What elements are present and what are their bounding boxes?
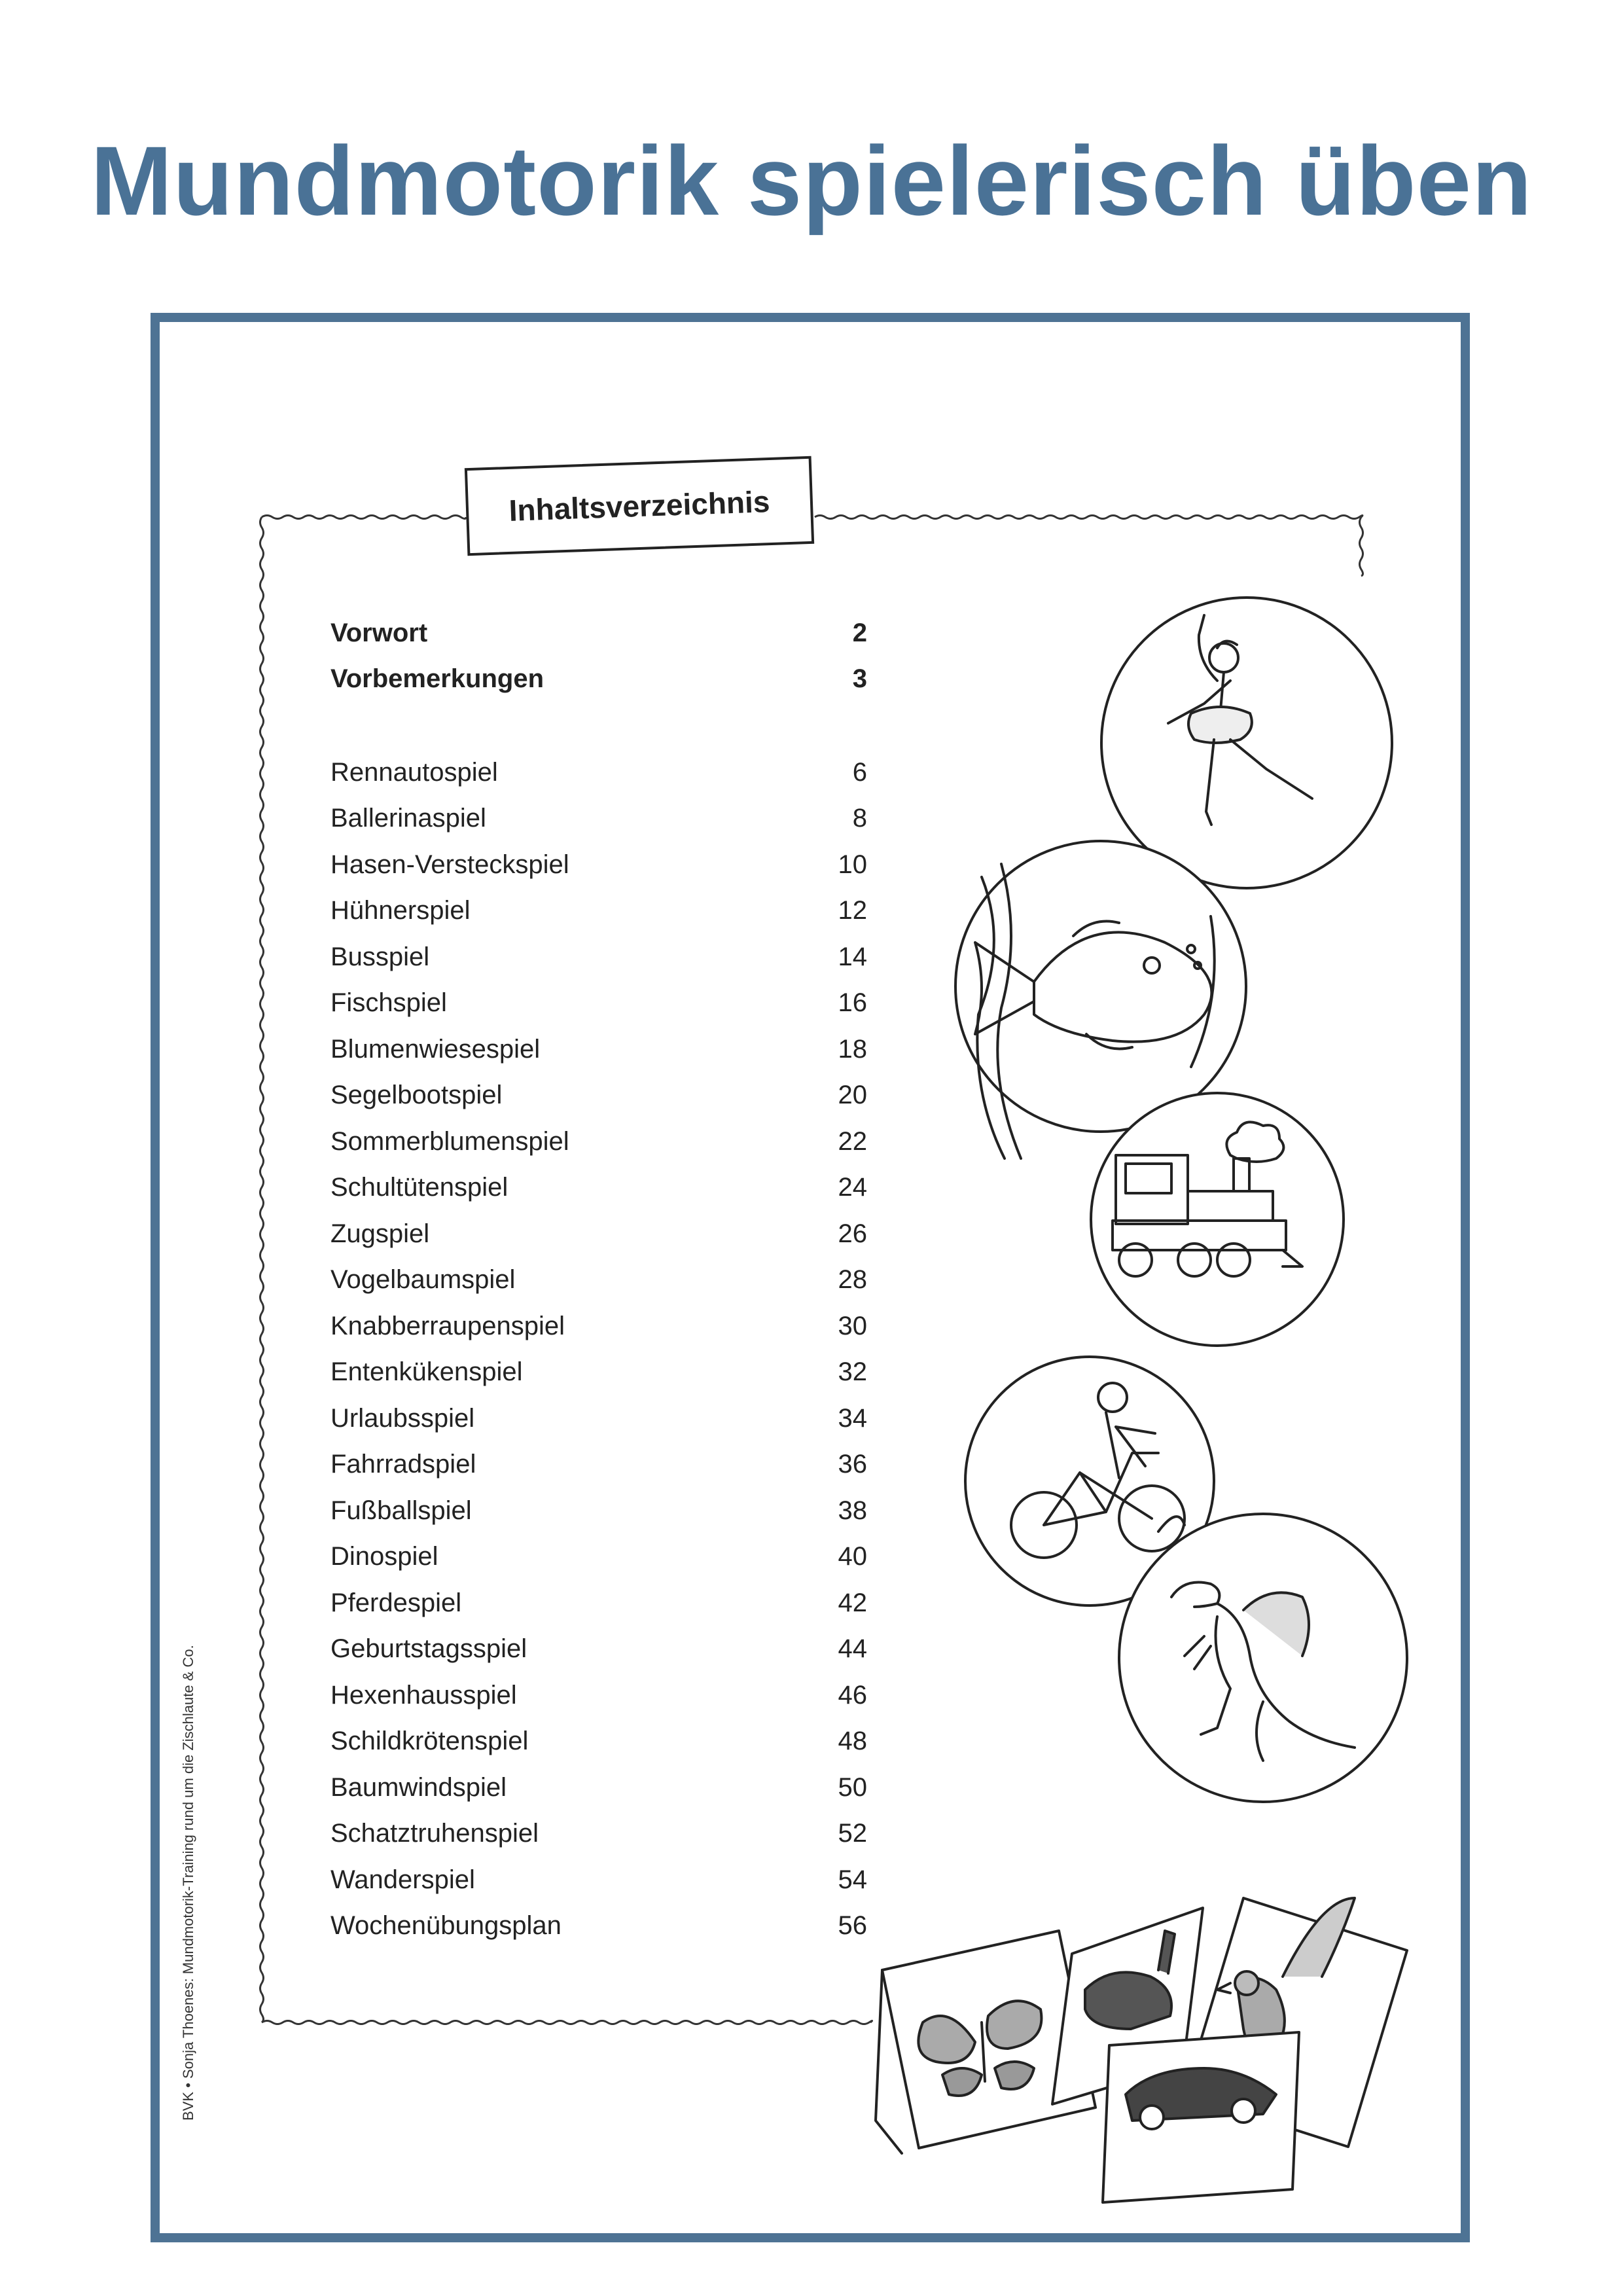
toc-entry-title: Wanderspiel (330, 1865, 475, 1894)
toc-entry-page: 54 (838, 1865, 867, 1894)
toc-entry-page: 56 (838, 1911, 867, 1941)
toc-entry-page: 42 (838, 1588, 867, 1617)
race-car-card-icon (1103, 2032, 1299, 2202)
toc-entry-page: 44 (838, 1634, 867, 1664)
toc-entry-page: 36 (838, 1450, 867, 1479)
toc-entry-page: 20 (838, 1081, 867, 1110)
toc-entry-title: Rennautospiel (330, 757, 498, 787)
toc-entry-title: Pferdespiel (330, 1588, 462, 1617)
toc-entry-title: Hasen-Versteckspiel (330, 850, 569, 879)
toc-entry-page: 46 (838, 1680, 867, 1710)
toc-entry-title: Vorwort (330, 618, 428, 647)
toc-entry-page: 2 (852, 618, 867, 647)
toc-entry-title: Zugspiel (330, 1219, 430, 1248)
toc-entry-page: 52 (838, 1819, 867, 1848)
toc-entry-page: 26 (838, 1219, 867, 1248)
train-icon (1091, 1093, 1344, 1346)
toc-entry-title: Ballerinaspiel (330, 804, 486, 833)
toc-entry-title: Entenkükenspiel (330, 1357, 523, 1387)
toc-entry-title: Knabberraupenspiel (330, 1311, 565, 1340)
toc-entry-title: Blumenwiesespiel (330, 1034, 541, 1064)
toc-entry-title: Hühnerspiel (330, 896, 471, 925)
toc-entry-title: Vorbemerkungen (330, 664, 544, 694)
toc-entry-page: 18 (838, 1034, 867, 1064)
toc-entry-page: 32 (838, 1357, 867, 1387)
toc-entry-page: 8 (852, 804, 867, 833)
toc-entry-title: Segelbootspiel (330, 1081, 503, 1110)
toc-entry-page: 50 (838, 1772, 867, 1802)
toc-entry-page: 40 (838, 1542, 867, 1571)
toc-entry-title: Schatztruhenspiel (330, 1819, 539, 1848)
toc-entry-title: Geburtstagsspiel (330, 1634, 527, 1664)
toc-entry-title: Vogelbaumspiel (330, 1265, 516, 1295)
toc-entry-page: 16 (838, 988, 867, 1018)
toc-entry-page: 6 (852, 757, 867, 787)
toc-entry-title: Schultütenspiel (330, 1173, 508, 1202)
toc-entry-title: Busspiel (330, 942, 430, 971)
dinosaur-icon (1119, 1514, 1407, 1802)
toc-entry-page: 24 (838, 1173, 867, 1202)
toc-entry-title: Sommerblumenspiel (330, 1126, 569, 1156)
toc-entry-title: Urlaubsspiel (330, 1403, 475, 1433)
toc-entry-title: Baumwindspiel (330, 1772, 507, 1802)
toc-entry-page: 30 (838, 1311, 867, 1340)
toc-entry-title: Fahrradspiel (330, 1450, 476, 1479)
toc-heading: Inhaltsverzeichnis (465, 456, 814, 556)
toc-entry-page: 34 (838, 1403, 867, 1433)
side-credit: BVK • Sonja Thoenes: Mundmotorik-Training rund um die Zischlaute & Co. (180, 1645, 196, 2121)
toc-entry-page: 22 (838, 1126, 867, 1156)
toc-entry-page: 48 (838, 1727, 867, 1756)
toc-entry-title: Wochenübungsplan (330, 1911, 562, 1941)
toc-entry-title: Dinospiel (330, 1542, 438, 1571)
toc-entry-title: Schildkrötenspiel (330, 1727, 529, 1756)
toc-entry-page: 10 (838, 850, 867, 879)
toc-entry-title: Fischspiel (330, 988, 447, 1018)
ballerina-icon (1101, 598, 1392, 888)
toc-entry-page: 28 (838, 1265, 867, 1295)
toc-entry-title: Fußballspiel (330, 1496, 472, 1525)
toc-entry-page: 3 (852, 664, 867, 694)
toc-entry-page: 14 (838, 942, 867, 971)
toc-entry-page: 12 (838, 896, 867, 925)
page-title: Mundmotorik spielerisch üben (90, 126, 1533, 236)
toc-entry-page: 38 (838, 1496, 867, 1525)
toc-entry-title: Hexenhausspiel (330, 1680, 517, 1710)
